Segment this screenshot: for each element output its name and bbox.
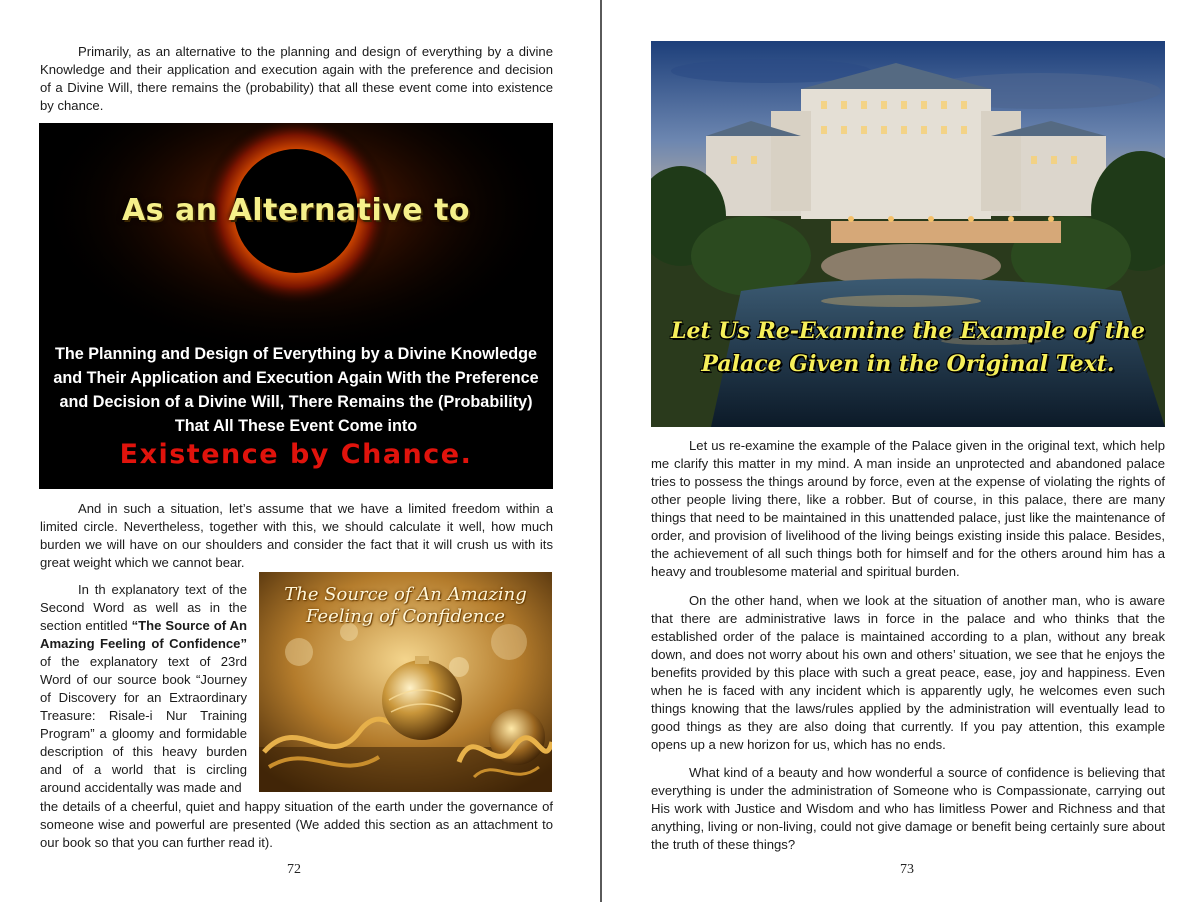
paragraph-1-text: Let us re-examine the example of the Palace given in the original text, which help me clarify this matter in my mind. A man inside an unprotected and abandoned palace tries to possess the things around by force, even at the expense of violating the rights of other people living there, like a robber. But of course, in this palace, there are many things that need to be maintained in this unattended palace, just like the maintenance of order, and provision of livelihood of the living beings existing inside this palace. Besides, the achievement of all such things both for himself and for the others around him has a heavy and troublesome material and spiritual burden. [651,438,1165,579]
eclipse-body: The Planning and Design of Everything by a Divine Knowledge and Their Application and Execution Again With the Preference and Decision of a Divine Will, There Remains the (Probability) That All These Event Come into [53,345,539,435]
ornament-image [259,572,552,792]
eclipse-image [39,123,553,489]
section-title-bold: “The Source of An Amazing Feeling of Confidence” [40,618,247,651]
second-paragraph-text: And in such a situation, let’s assume that we have a limited freedom within a limited circle. Nevertheless, together with this, we should calculate it well, how much burden we will have on our shoulders and consider the fact that it will crush us with its great weight which we cannot bear. [40,501,553,570]
paragraph-3-text: What kind of a beauty and how wonderful a source of confidence is believing that everything is under the administration of Someone who is Compassionate, carrying out His work with Justice and Wisdom and who has limitless Power and Richness and that anything, living or non-living, could not give damage or benefit being certainly sure about the truth of these things? [651,765,1165,852]
intro-paragraph [40,43,553,115]
second-paragraph [40,500,553,572]
intro-paragraph-text: Primarily, as an alternative to the planning and design of everything by a divine Knowledge and their application and execution again with the preference and decision of a Divine Will, there remains the (probability) that all these event come into existence by chance. [40,44,553,113]
third-paragraph-part2: of the explanatory text of 23rd Word of our source book “Journey of Discovery for an Extraordinary Treasure: Risale-i Nur Training Program” a gloomy and formidable description of this heavy burden and of a world that is circling around accidentally was made and [40,654,247,795]
third-paragraph-text [40,581,247,797]
page-number-left: 72 [287,862,301,877]
ornament-title: The Source of An Amazing Feeling of Confidence [284,584,527,627]
palace-caption: Let Us Re-Examine the Example of the Palace Given in the Original Text. [671,318,1145,377]
paragraph-1 [651,437,1165,581]
third-paragraph-continuation-text: the details of a cheerful, quiet and happy situation of the earth under the governance of someone wise and powerful are presented (We added this section as an attachment to our book so that you can further read it). [40,799,553,850]
palace-image [651,41,1165,427]
paragraph-2 [651,592,1165,754]
eclipse-title: As an Alternative to [121,193,471,228]
page-number-right: 73 [900,862,914,877]
eclipse-highlight: Existence by Chance. [119,439,473,470]
right-page [604,0,1200,902]
third-paragraph [40,581,247,797]
third-paragraph-continuation [40,798,553,852]
third-paragraph-part1: In th explanatory text of the Second Word as well as in the section entitled [40,582,247,633]
book-spine [600,0,602,902]
paragraph-3 [651,764,1165,854]
paragraph-2-text: On the other hand, when we look at the situation of another man, who is aware that there are administrative laws in force in the palace and who thinks that the established order of the palace is maintained according to a plan, without any break down, and does not worry about his own and others’ situation, we see that he enjoys the benefits provided by this place with such a great peace, ease, joy and happiness. Even when he is faced with any incident which is apparently ugly, he welcomes even such things knowing that the laws/rules applied by the administration will eventually lead to good things as they are also doing that currently. If you pay attention, this example opens up a new horizon for us, which has no ends. [651,593,1165,752]
